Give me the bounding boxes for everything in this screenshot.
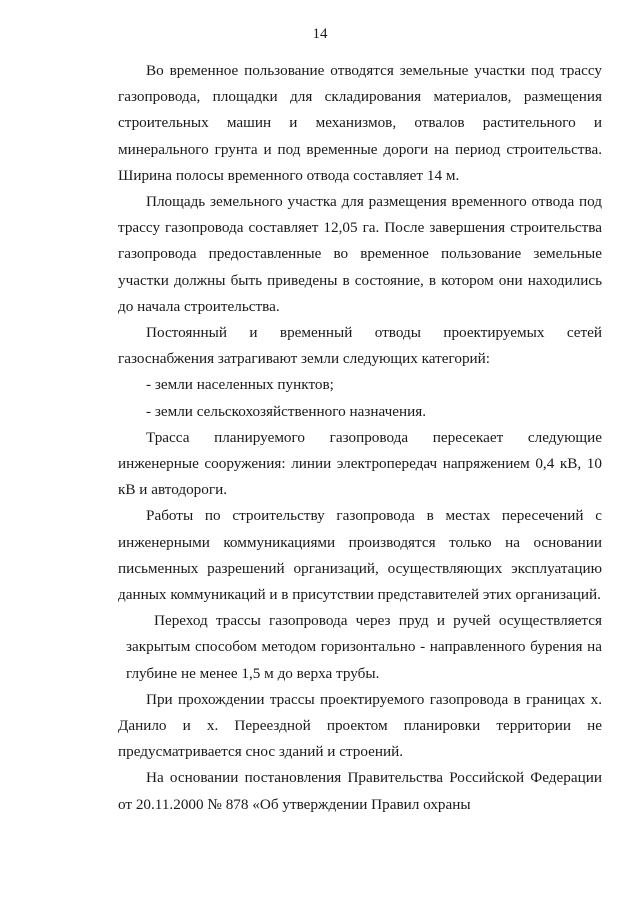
- list-item-settlement-lands: - земли населенных пунктов;: [146, 376, 334, 394]
- paragraph-no-demolition: При прохождении трассы проектируемого газопровода в границах х. Данило и х. Переездной проектом планировки территории не предусматривается снос зданий и строений.: [118, 690, 602, 761]
- paragraph-temporary-use: Во временное пользование отводятся земельные участки под трассу газопровода, площадки для складирования материалов, размещения строительных машин и механизмов, отвалов растительного и минерального грунта и под временные дороги на период строительства. Ширина полосы временного отвода составляет 14 м.: [118, 62, 602, 184]
- paragraph-government-decree: На основании постановления Правительства Российской Федерации от 20.11.2000 № 878 «Об утверждении Правил охраны: [118, 769, 602, 813]
- document-body: [118, 58, 602, 818]
- paragraph-land-categories: Постоянный и временный отводы проектируемых сетей газоснабжения затрагивают земли следующих категорий:: [118, 324, 602, 368]
- page-number: 14: [312, 26, 328, 42]
- paragraph-construction-works: Работы по строительству газопровода в местах пересечений с инженерными коммуникациями производятся только на основании письменных разрешений организаций, осуществляющих эксплуатацию данных коммуникаций и в присутствии представителей этих организаций.: [118, 507, 602, 604]
- paragraph-land-area: Площадь земельного участка для размещения временного отвода под трассу газопровода составляет 12,05 га. После завершения строительства газопровода предоставленные во временное пользование земельные участки должны быть приведены в состояние, в котором они находились до начала строительства.: [118, 193, 602, 315]
- paragraph-pond-crossing: Переход трассы газопровода через пруд и ручей осуществляется закрытым способом методом горизонтально - направленного бурения на глубине не менее 1,5 м до верха трубы.: [126, 612, 602, 682]
- paragraph-crossings: Трасса планируемого газопровода пересекает следующие инженерные сооружения: линии электропередач напряжением 0,4 кВ, 10 кВ и автодороги.: [118, 428, 602, 499]
- list-item-agricultural-lands: - земли сельскохозяйственного назначения.: [146, 402, 427, 420]
